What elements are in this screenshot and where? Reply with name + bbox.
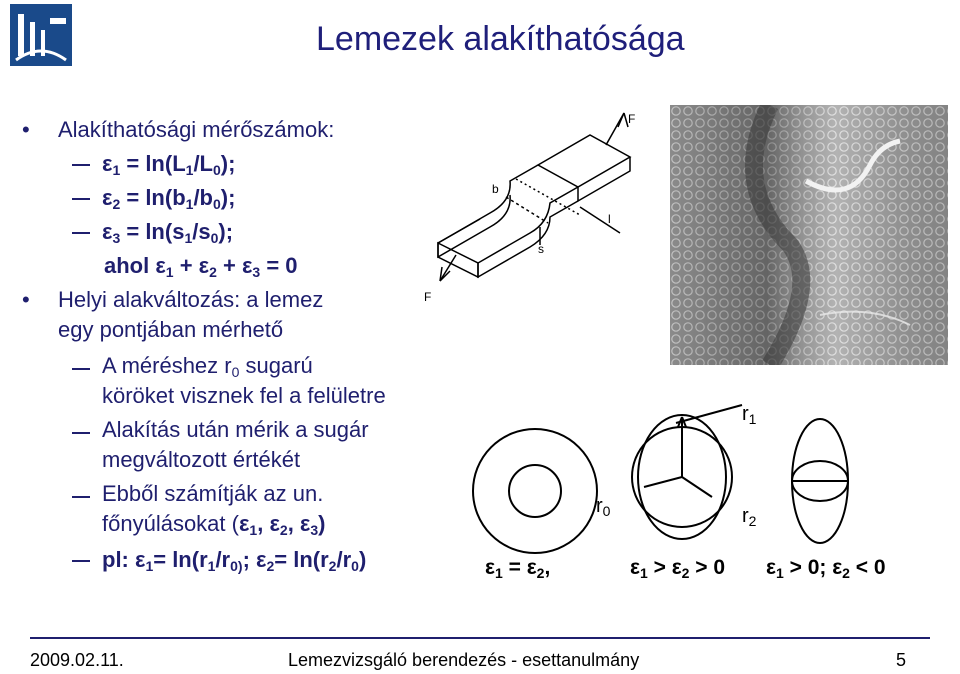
s4-s6: 0 xyxy=(351,558,359,574)
s4-b: = ln(r xyxy=(153,547,208,572)
eq4-a: ahol ε xyxy=(104,253,166,278)
s3-s2: 2 xyxy=(279,522,288,538)
eq4-s2: 2 xyxy=(209,264,217,280)
institution-logo xyxy=(10,4,72,66)
s3-c2: , ε xyxy=(287,511,311,536)
s3-a: főnyúlásokat ( xyxy=(102,511,239,536)
eq1-s3: 0 xyxy=(213,162,221,178)
eq2-b: = ln(b xyxy=(120,185,186,210)
s1-sub: 0 xyxy=(231,364,240,380)
r2-t: r xyxy=(742,505,749,527)
r0-s: 0 xyxy=(602,503,611,519)
c1-s2: 2 xyxy=(536,565,545,581)
eq2-s2: 1 xyxy=(185,196,194,212)
s4-s1: 1 xyxy=(145,558,154,574)
c1-c: , xyxy=(544,556,551,579)
eq2-a: ε xyxy=(102,185,113,210)
r0-t: r xyxy=(596,495,603,517)
eq2-d: ); xyxy=(220,185,236,210)
slide-title: Lemezek alakíthatósága xyxy=(316,20,685,58)
c3-s1: 1 xyxy=(775,565,784,581)
caption-biaxial-stretch xyxy=(630,556,725,580)
eq3-s1: 3 xyxy=(112,230,121,246)
s3-s1: 1 xyxy=(249,522,258,538)
eq2-s3: 0 xyxy=(213,196,221,212)
eq4-c: + ε xyxy=(216,253,253,278)
sub-bullet-measure xyxy=(22,415,442,475)
bullet-local-strain xyxy=(22,285,442,345)
eq1-d: ); xyxy=(220,151,236,176)
eq3-a: ε xyxy=(102,219,113,244)
s4-f: /r xyxy=(336,547,352,572)
dash-icon xyxy=(72,560,90,562)
sub-bullet-circles xyxy=(22,351,442,411)
eq3-s2: 1 xyxy=(184,230,193,246)
bullet-metrics xyxy=(22,113,442,147)
footer-page-number: 5 xyxy=(896,650,907,670)
s4-e: = ln(r xyxy=(274,547,329,572)
s3-s3: 3 xyxy=(310,522,319,538)
eq3-d: ); xyxy=(218,219,234,244)
label-F-bottom: F xyxy=(424,290,432,304)
eq3-b: = ln(s xyxy=(120,219,185,244)
caption-draw xyxy=(766,556,886,580)
bullet-dot-icon: • xyxy=(22,117,30,142)
c2-c: > 0 xyxy=(689,556,726,579)
dash-icon xyxy=(72,164,90,166)
c3-c: < 0 xyxy=(849,556,886,579)
eq3-c: /s xyxy=(192,219,211,244)
logo-mark-icon xyxy=(10,4,72,66)
label-l: l xyxy=(608,212,611,226)
c3-s2: 2 xyxy=(842,565,850,581)
sub-bullet-circles-line2: köröket visznek fel a felületre xyxy=(102,383,386,408)
sub-bullet-example xyxy=(22,543,442,577)
bullet-local-strain-line1: Helyi alakváltozás: a lemez xyxy=(58,287,324,312)
undeformed-circle-outer xyxy=(473,429,597,553)
c2-b: > ε xyxy=(647,556,682,579)
eq4-d: = 0 xyxy=(260,253,298,278)
s1-b: sugarú xyxy=(239,353,313,378)
equation-sum xyxy=(22,249,442,283)
s4-s4: 2 xyxy=(266,558,275,574)
c1-b: = ε xyxy=(502,556,537,579)
s4-g: ) xyxy=(358,547,367,572)
undeformed-circle-inner xyxy=(509,465,561,517)
sub-bullet-circles-line1 xyxy=(102,351,442,381)
eq4-s3: 3 xyxy=(252,264,261,280)
s3-e1: ε xyxy=(238,511,250,536)
eq2-c: /b xyxy=(193,185,213,210)
slide-body xyxy=(22,113,442,577)
c1-s1: 1 xyxy=(494,565,503,581)
label-r0 xyxy=(596,495,610,518)
dash-icon xyxy=(72,432,90,434)
label-s: s xyxy=(538,242,544,256)
label-r1 xyxy=(742,403,756,426)
c2-s2: 2 xyxy=(681,565,690,581)
r2-s: 2 xyxy=(748,513,757,529)
eq1-c: /L xyxy=(193,151,213,176)
eq1-b: = ln(L xyxy=(120,151,186,176)
eq3-s3: 0 xyxy=(210,230,219,246)
label-F-top: F xyxy=(628,112,636,126)
s4-s2: 1 xyxy=(207,558,216,574)
s1-a: A méréshez r xyxy=(102,353,232,378)
sub-bullet-principal-line2 xyxy=(102,509,442,539)
s3-c1: , ε xyxy=(257,511,280,536)
c2-a: ε xyxy=(630,556,640,579)
eq4-b: + ε xyxy=(173,253,210,278)
eq4-s1: 1 xyxy=(165,264,174,280)
r1-t: r xyxy=(742,403,749,425)
deformed-sheet-photo xyxy=(670,105,948,365)
s4-c: /r xyxy=(215,547,231,572)
sub-bullet-measure-line1: Alakítás után mérik a sugár xyxy=(102,417,369,442)
label-b: b xyxy=(492,182,499,196)
bullet-metrics-text: Alakíthatósági mérőszámok: xyxy=(58,117,335,142)
sub-bullet-principal-strains xyxy=(22,479,442,539)
dash-icon xyxy=(72,496,90,498)
s4-s3: 0) xyxy=(230,558,243,574)
c3-b: > 0; ε xyxy=(783,556,843,579)
sub-bullet-measure-line2: megváltozott értékét xyxy=(102,447,301,472)
caption-equal-strain xyxy=(485,556,550,580)
s4-a: pl: ε xyxy=(102,547,146,572)
c1-a: ε xyxy=(485,556,495,579)
sub-bullet-principal-line1: Ebből számítják az un. xyxy=(102,481,324,506)
bullet-local-strain-line2: egy pontjában mérhető xyxy=(58,317,284,342)
equation-eps1 xyxy=(22,147,442,181)
eq1-s2: 1 xyxy=(185,162,194,178)
eq1-a: ε xyxy=(102,151,113,176)
r1-s: 1 xyxy=(748,411,757,427)
footer-divider xyxy=(30,637,930,639)
equation-eps3 xyxy=(22,215,442,249)
eq2-s1: 2 xyxy=(112,196,121,212)
dash-icon xyxy=(72,198,90,200)
label-r2 xyxy=(742,505,756,528)
dash-icon xyxy=(72,368,90,370)
eq1-s1: 1 xyxy=(112,162,121,178)
footer-date: 2009.02.11. xyxy=(30,650,124,670)
s4-d: ; ε xyxy=(242,547,267,572)
equation-eps2 xyxy=(22,181,442,215)
bullet-dot-icon: • xyxy=(22,287,30,312)
s4-s5: 2 xyxy=(328,558,337,574)
c3-a: ε xyxy=(766,556,776,579)
dash-icon xyxy=(72,232,90,234)
s3-end: ) xyxy=(318,511,326,536)
c2-s1: 1 xyxy=(639,565,648,581)
footer-title: Lemezvizsgáló berendezés - esettanulmány xyxy=(288,650,640,670)
